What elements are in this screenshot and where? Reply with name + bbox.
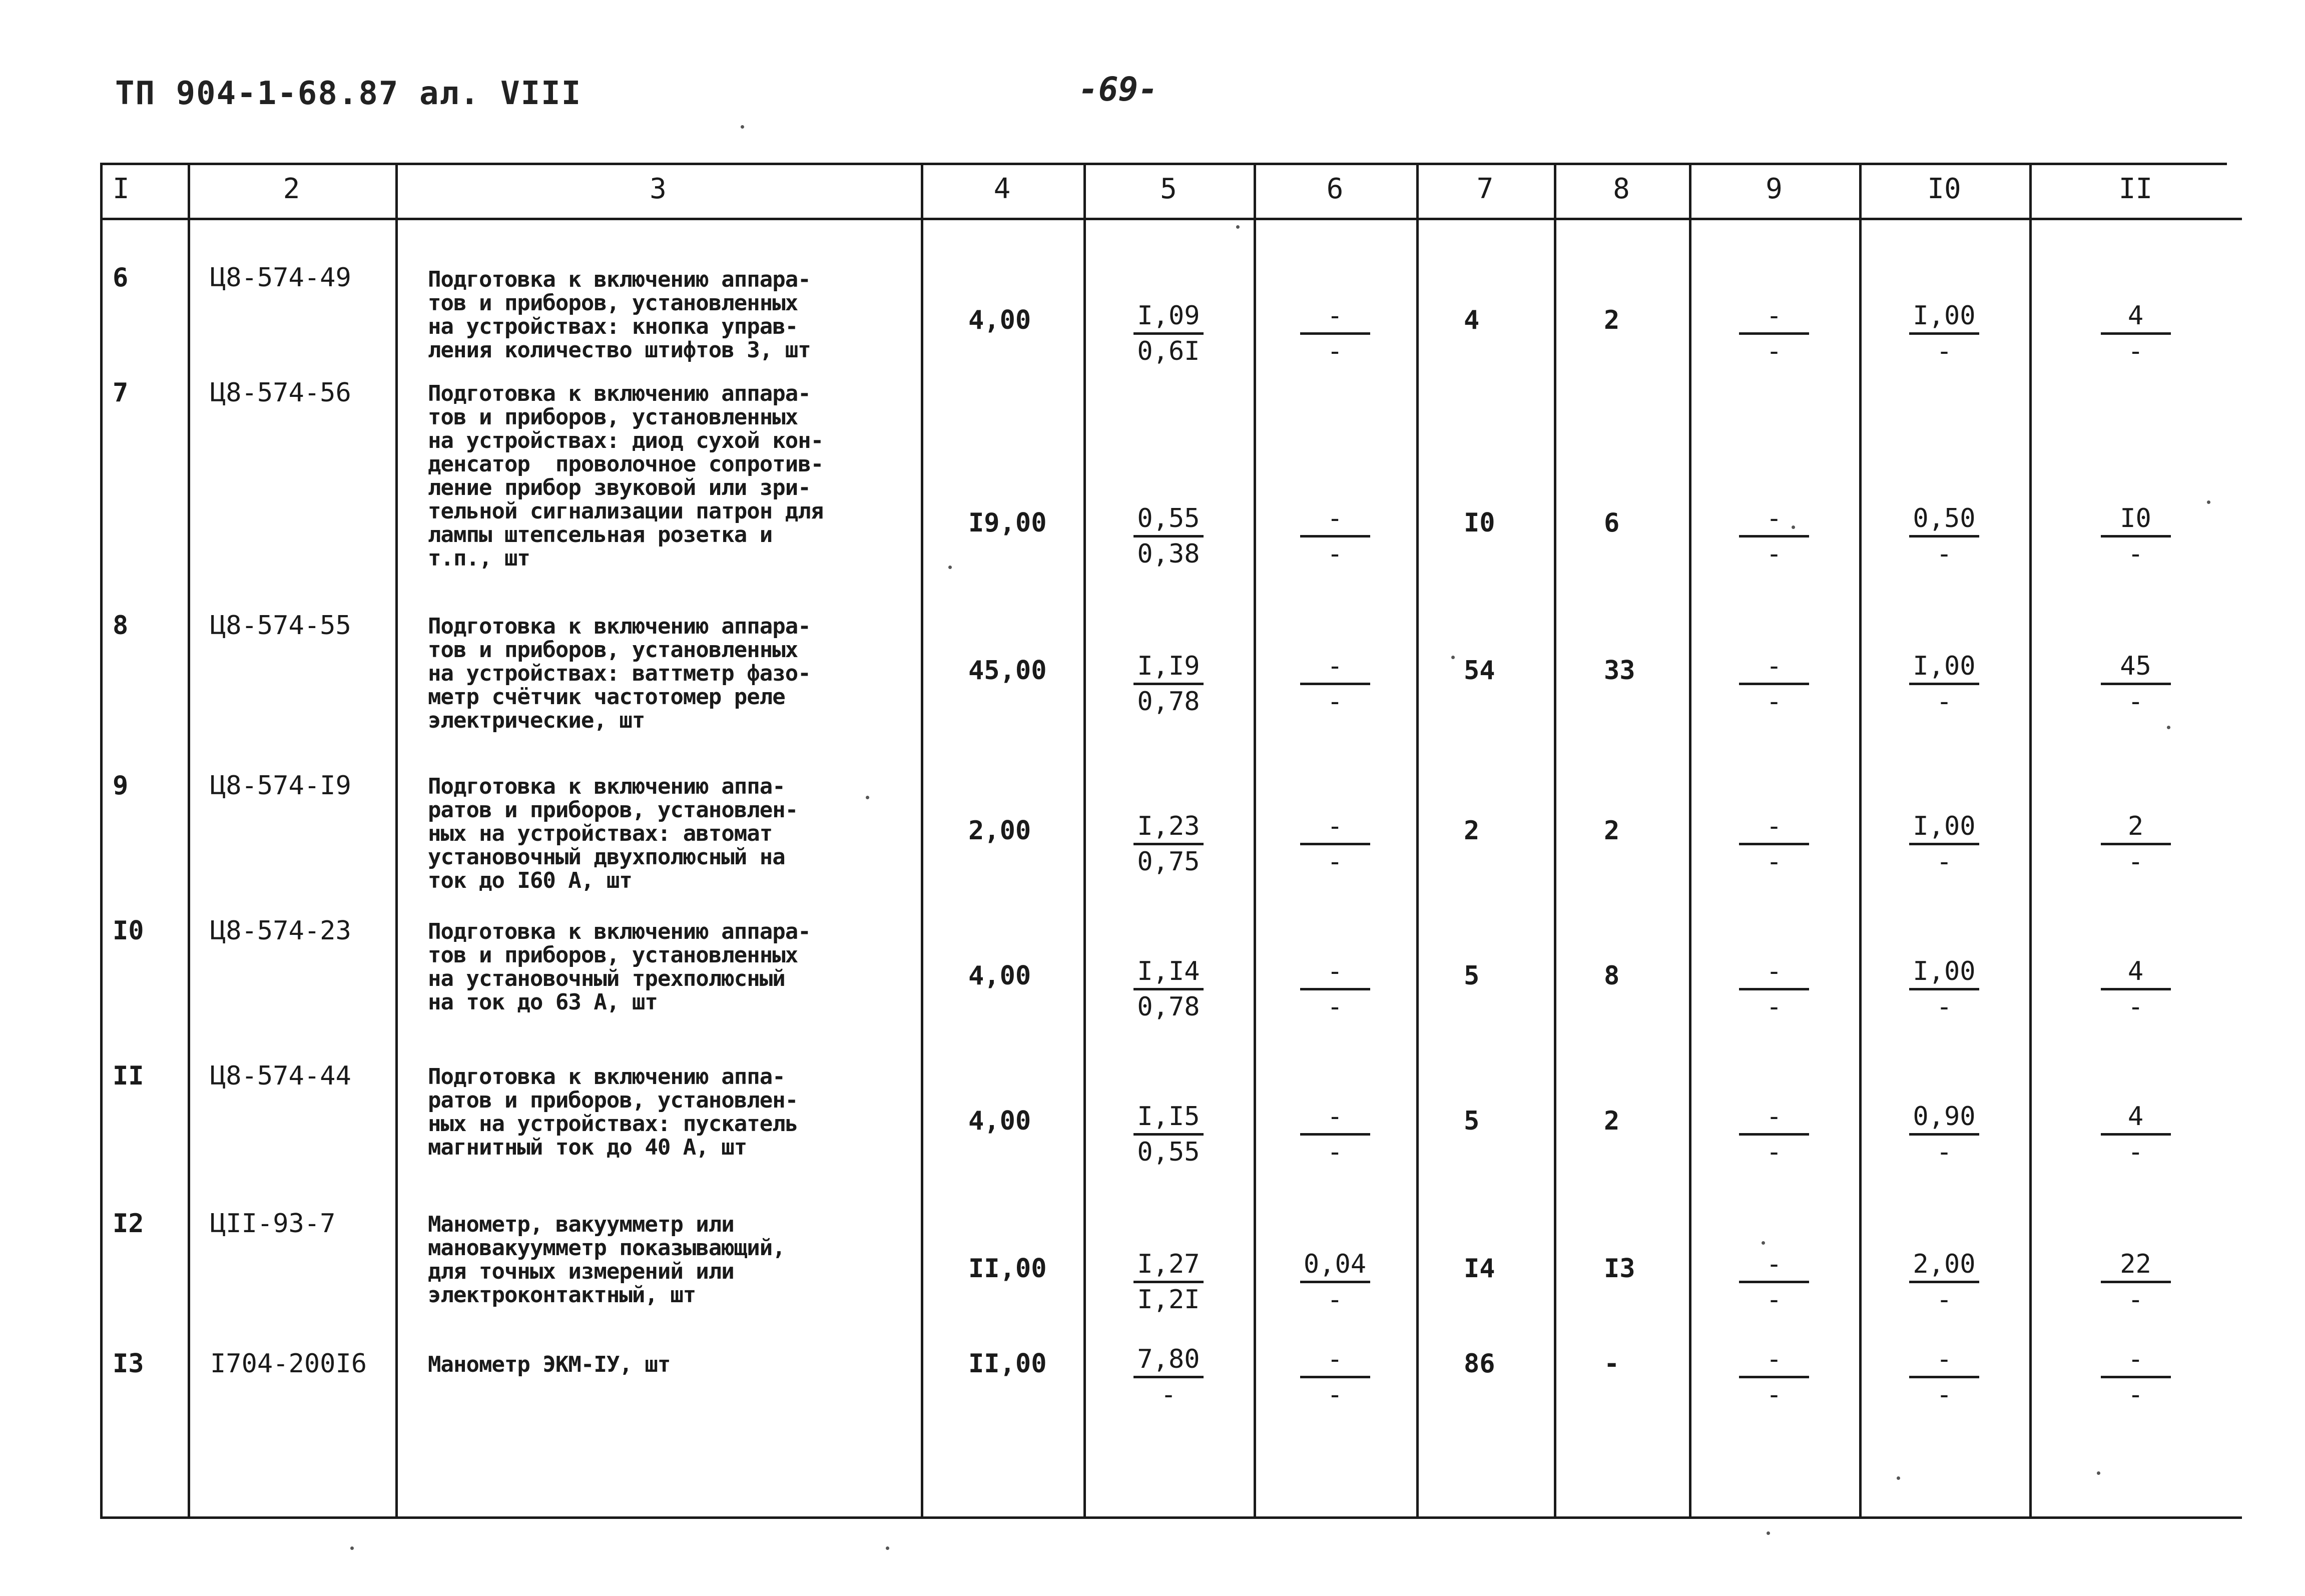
col10-fraction xyxy=(1909,651,1979,718)
column-header: 3 xyxy=(650,173,667,205)
col6-fraction xyxy=(1300,300,1370,368)
col5-fraction-numerator: 7,80 xyxy=(1133,1344,1204,1378)
col7-value: 5 xyxy=(1464,961,1480,991)
col10-fraction-numerator: 0,90 xyxy=(1909,1101,1979,1136)
scan-speck xyxy=(866,796,869,799)
col10-fraction xyxy=(1909,1249,1979,1316)
col6-fraction-numerator: - xyxy=(1300,956,1370,990)
col11-fraction-numerator: 2 xyxy=(2101,811,2171,845)
col11-fraction-denominator: - xyxy=(2127,1285,2144,1315)
col5-fraction xyxy=(1133,503,1204,571)
col11-fraction-denominator: - xyxy=(2127,1137,2144,1167)
col11-fraction xyxy=(2101,1344,2171,1411)
col4-value: II,00 xyxy=(968,1349,1047,1379)
col9-fraction xyxy=(1739,1101,1809,1169)
col11-fraction xyxy=(2101,651,2171,718)
col5-fraction-numerator: I,I9 xyxy=(1133,651,1204,685)
col9-fraction-denominator: - xyxy=(1766,847,1782,877)
col9-fraction-numerator: - xyxy=(1739,811,1809,845)
col5-fraction-denominator: 0,55 xyxy=(1137,1137,1200,1167)
scan-speck xyxy=(2097,1471,2100,1475)
col7-value: I0 xyxy=(1464,508,1495,538)
col9-fraction-numerator: - xyxy=(1739,1101,1809,1136)
col6-fraction xyxy=(1300,811,1370,878)
col9-fraction xyxy=(1739,300,1809,368)
column-header: II xyxy=(2118,173,2153,205)
col5-fraction-denominator: - xyxy=(1161,1380,1177,1410)
col4-value: 45,00 xyxy=(968,656,1047,686)
col5-fraction-numerator: I,23 xyxy=(1133,811,1204,845)
col6-fraction-denominator: - xyxy=(1327,336,1343,366)
item-code: Ц8-574-I9 xyxy=(210,771,351,801)
col6-fraction-denominator: - xyxy=(1327,847,1343,877)
col11-fraction-denominator: - xyxy=(2127,847,2144,877)
col4-value: II,00 xyxy=(968,1254,1047,1284)
col10-fraction-denominator: - xyxy=(1936,1285,1952,1315)
col4-value: 4,00 xyxy=(968,1106,1031,1136)
col6-fraction xyxy=(1300,1101,1370,1169)
col10-fraction xyxy=(1909,811,1979,878)
col5-fraction-denominator: 0,78 xyxy=(1137,687,1200,717)
col8-value: 2 xyxy=(1604,305,1620,335)
scan-speck xyxy=(1792,525,1795,529)
col11-fraction-numerator: 4 xyxy=(2101,1101,2171,1136)
col9-fraction-denominator: - xyxy=(1766,992,1782,1022)
column-divider xyxy=(1416,163,1419,1516)
col11-fraction-denominator: - xyxy=(2127,687,2144,717)
item-code: Ц8-574-55 xyxy=(210,611,351,641)
scan-speck xyxy=(741,125,744,129)
col11-fraction xyxy=(2101,1101,2171,1169)
col5-fraction xyxy=(1133,811,1204,878)
column-header: 5 xyxy=(1160,173,1177,205)
col6-fraction-denominator: - xyxy=(1327,1380,1343,1410)
scan-speck xyxy=(2207,500,2210,504)
col8-value: 2 xyxy=(1604,1106,1620,1136)
col5-fraction-denominator: 0,78 xyxy=(1137,992,1200,1022)
col6-fraction-numerator: - xyxy=(1300,651,1370,685)
col5-fraction-denominator: 0,6I xyxy=(1137,336,1200,366)
col5-fraction-numerator: 0,55 xyxy=(1133,503,1204,538)
col11-fraction-denominator: - xyxy=(2127,336,2144,366)
col10-fraction-denominator: - xyxy=(1936,336,1952,366)
column-divider xyxy=(1554,163,1556,1516)
column-header: 8 xyxy=(1613,173,1630,205)
col9-fraction xyxy=(1739,956,1809,1023)
col10-fraction-denominator: - xyxy=(1936,847,1952,877)
row-number: 6 xyxy=(113,263,129,293)
row-number: 9 xyxy=(113,771,129,801)
row-number: 7 xyxy=(113,378,129,408)
item-description: Подготовка к включению аппара- тов и приборов, установленных на устройствах: кнопка управ- ления количество штифтов 3, шт xyxy=(428,267,811,363)
col6-fraction-numerator: - xyxy=(1300,300,1370,335)
column-divider xyxy=(1689,163,1691,1516)
col6-fraction-denominator: - xyxy=(1327,539,1343,569)
col9-fraction xyxy=(1739,1249,1809,1316)
col6-fraction-denominator: - xyxy=(1327,992,1343,1022)
column-divider xyxy=(1859,163,1862,1516)
col6-fraction xyxy=(1300,651,1370,718)
item-code: Ц8-574-23 xyxy=(210,916,351,946)
col8-value: 6 xyxy=(1604,508,1620,538)
col10-fraction xyxy=(1909,956,1979,1023)
col6-fraction-denominator: - xyxy=(1327,687,1343,717)
col10-fraction-numerator: 0,50 xyxy=(1909,503,1979,538)
col4-value: 2,00 xyxy=(968,816,1031,846)
col9-fraction-denominator: - xyxy=(1766,336,1782,366)
col6-fraction-numerator: - xyxy=(1300,811,1370,845)
scan-speck xyxy=(948,566,952,569)
col11-fraction-denominator: - xyxy=(2127,539,2144,569)
col4-value: 4,00 xyxy=(968,961,1031,991)
col10-fraction xyxy=(1909,1344,1979,1411)
col6-fraction-denominator: - xyxy=(1327,1285,1343,1315)
col6-fraction-numerator: - xyxy=(1300,1344,1370,1378)
col10-fraction-denominator: - xyxy=(1936,1137,1952,1167)
col8-value: 2 xyxy=(1604,816,1620,846)
scan-speck xyxy=(1897,1476,1900,1480)
col6-fraction-denominator: - xyxy=(1327,1137,1343,1167)
scan-speck xyxy=(1762,1241,1765,1245)
col5-fraction xyxy=(1133,1249,1204,1316)
col11-fraction-numerator: 4 xyxy=(2101,300,2171,335)
column-header: 6 xyxy=(1326,173,1344,205)
document-code: ТП 904-1-68.87 ал. VIII xyxy=(115,75,582,112)
row-number: II xyxy=(113,1061,144,1091)
col6-fraction-numerator: - xyxy=(1300,503,1370,538)
item-description: Подготовка к включению аппа- ратов и приборов, установлен- ных на устройствах: автомат установочный двухполюсный на ток до I60 А, шт xyxy=(428,774,798,893)
col5-fraction-denominator: 0,38 xyxy=(1137,539,1200,569)
item-code: Ц8-574-44 xyxy=(210,1061,351,1091)
col10-fraction-denominator: - xyxy=(1936,687,1952,717)
table-bottom-rule xyxy=(100,1516,2242,1519)
item-description: Подготовка к включению аппара- тов и приборов, установленных на устройствах: ваттметр фазо- метр счётчик частотомер реле электрические, шт xyxy=(428,614,811,733)
col10-fraction xyxy=(1909,300,1979,368)
column-divider xyxy=(1083,163,1086,1516)
item-code: Ц8-574-49 xyxy=(210,263,351,293)
item-description: Манометр, вакуумметр или мановакуумметр показывающий, для точных измерений или электроконтактный, шт xyxy=(428,1212,785,1308)
col7-value: 5 xyxy=(1464,1106,1480,1136)
col9-fraction-numerator: - xyxy=(1739,300,1809,335)
column-divider xyxy=(100,163,103,1516)
column-divider xyxy=(395,163,398,1516)
col9-fraction-denominator: - xyxy=(1766,1285,1782,1315)
col11-fraction-numerator: 45 xyxy=(2101,651,2171,685)
col7-value: 54 xyxy=(1464,656,1495,686)
page-number: -69- xyxy=(1078,70,1158,109)
col7-value: 2 xyxy=(1464,816,1480,846)
col11-fraction xyxy=(2101,503,2171,571)
col5-fraction xyxy=(1133,1344,1204,1411)
col8-value: 33 xyxy=(1604,656,1635,686)
item-code: I704-200I6 xyxy=(210,1349,367,1379)
col7-value: 4 xyxy=(1464,305,1480,335)
scan-speck xyxy=(1767,1531,1770,1535)
col8-value: - xyxy=(1604,1349,1620,1379)
col11-fraction xyxy=(2101,1249,2171,1316)
col11-fraction xyxy=(2101,300,2171,368)
col8-value: I3 xyxy=(1604,1254,1635,1284)
column-header: 4 xyxy=(993,173,1011,205)
col6-fraction xyxy=(1300,503,1370,571)
col5-fraction-numerator: I,I4 xyxy=(1133,956,1204,990)
col9-fraction xyxy=(1739,1344,1809,1411)
col8-value: 8 xyxy=(1604,961,1620,991)
column-header: 9 xyxy=(1766,173,1783,205)
col6-fraction-numerator: - xyxy=(1300,1101,1370,1136)
col10-fraction-numerator: 2,00 xyxy=(1909,1249,1979,1283)
col5-fraction-numerator: I,27 xyxy=(1133,1249,1204,1283)
col9-fraction-numerator: - xyxy=(1739,1344,1809,1378)
row-number: I0 xyxy=(113,916,144,946)
col9-fraction-numerator: - xyxy=(1739,503,1809,538)
col5-fraction-denominator: I,2I xyxy=(1137,1285,1200,1315)
col9-fraction-denominator: - xyxy=(1766,1137,1782,1167)
col10-fraction-denominator: - xyxy=(1936,1380,1952,1410)
col7-value: I4 xyxy=(1464,1254,1495,1284)
column-header: 2 xyxy=(283,173,300,205)
col4-value: 4,00 xyxy=(968,305,1031,335)
col9-fraction-denominator: - xyxy=(1766,687,1782,717)
col11-fraction-numerator: 4 xyxy=(2101,956,2171,990)
col11-fraction xyxy=(2101,811,2171,878)
col10-fraction xyxy=(1909,503,1979,571)
col4-value: I9,00 xyxy=(968,508,1047,538)
col10-fraction-numerator: I,00 xyxy=(1909,300,1979,335)
col9-fraction-numerator: - xyxy=(1739,651,1809,685)
col9-fraction xyxy=(1739,503,1809,571)
col9-fraction xyxy=(1739,811,1809,878)
column-divider xyxy=(188,163,190,1516)
col10-fraction-numerator: - xyxy=(1909,1344,1979,1378)
col10-fraction-denominator: - xyxy=(1936,992,1952,1022)
col5-fraction xyxy=(1133,300,1204,368)
table-top-rule xyxy=(100,163,2227,165)
col11-fraction xyxy=(2101,956,2171,1023)
column-divider xyxy=(921,163,923,1516)
col10-fraction-numerator: I,00 xyxy=(1909,811,1979,845)
col10-fraction-denominator: - xyxy=(1936,539,1952,569)
col6-fraction xyxy=(1300,1344,1370,1411)
col9-fraction-denominator: - xyxy=(1766,1380,1782,1410)
header-bottom-rule xyxy=(100,218,2242,220)
col6-fraction xyxy=(1300,1249,1370,1316)
col11-fraction-numerator: 22 xyxy=(2101,1249,2171,1283)
item-description: Подготовка к включению аппара- тов и приборов, установленных на установочный трехполюсный на ток до 63 А, шт xyxy=(428,919,811,1015)
scan-speck xyxy=(2167,726,2170,729)
scan-speck xyxy=(886,1546,889,1550)
col9-fraction xyxy=(1739,651,1809,718)
scan-speck xyxy=(350,1546,354,1550)
col10-fraction-numerator: I,00 xyxy=(1909,651,1979,685)
column-divider xyxy=(2029,163,2032,1516)
col5-fraction-denominator: 0,75 xyxy=(1137,847,1200,877)
item-description: Подготовка к включению аппа- ратов и приборов, установлен- ных на устройствах: пускатель магнитный ток до 40 А, шт xyxy=(428,1064,798,1160)
col5-fraction-numerator: I,I5 xyxy=(1133,1101,1204,1136)
col5-fraction xyxy=(1133,651,1204,718)
row-number: I3 xyxy=(113,1349,144,1379)
scan-speck xyxy=(1236,225,1240,229)
col6-fraction-numerator: 0,04 xyxy=(1300,1249,1370,1283)
col6-fraction xyxy=(1300,956,1370,1023)
col11-fraction-denominator: - xyxy=(2127,1380,2144,1410)
col7-value: 86 xyxy=(1464,1349,1495,1379)
col11-fraction-numerator: - xyxy=(2101,1344,2171,1378)
column-header: I xyxy=(113,173,130,205)
col10-fraction-numerator: I,00 xyxy=(1909,956,1979,990)
column-header: I0 xyxy=(1927,173,1961,205)
item-code: ЦII-93-7 xyxy=(210,1209,336,1239)
item-description: Подготовка к включению аппара- тов и приборов, установленных на устройствах: диод сухой кон- денсатор проволочное сопротив- ление прибор звуковой или зри- тельной сигнализации патрон для лампы штепсельная розетка и т.п., шт xyxy=(428,381,824,571)
column-header: 7 xyxy=(1476,173,1494,205)
col9-fraction-denominator: - xyxy=(1766,539,1782,569)
row-number: I2 xyxy=(113,1209,144,1239)
row-number: 8 xyxy=(113,611,129,641)
col9-fraction-numerator: - xyxy=(1739,956,1809,990)
scan-speck xyxy=(1451,656,1455,659)
col5-fraction xyxy=(1133,1101,1204,1169)
col9-fraction-numerator: - xyxy=(1739,1249,1809,1283)
item-code: Ц8-574-56 xyxy=(210,378,351,408)
item-description: Манометр ЭКМ-IУ, шт xyxy=(428,1352,671,1377)
col5-fraction xyxy=(1133,956,1204,1023)
col11-fraction-denominator: - xyxy=(2127,992,2144,1022)
col10-fraction xyxy=(1909,1101,1979,1169)
col5-fraction-numerator: I,09 xyxy=(1133,300,1204,335)
col11-fraction-numerator: I0 xyxy=(2101,503,2171,538)
column-divider xyxy=(1254,163,1256,1516)
